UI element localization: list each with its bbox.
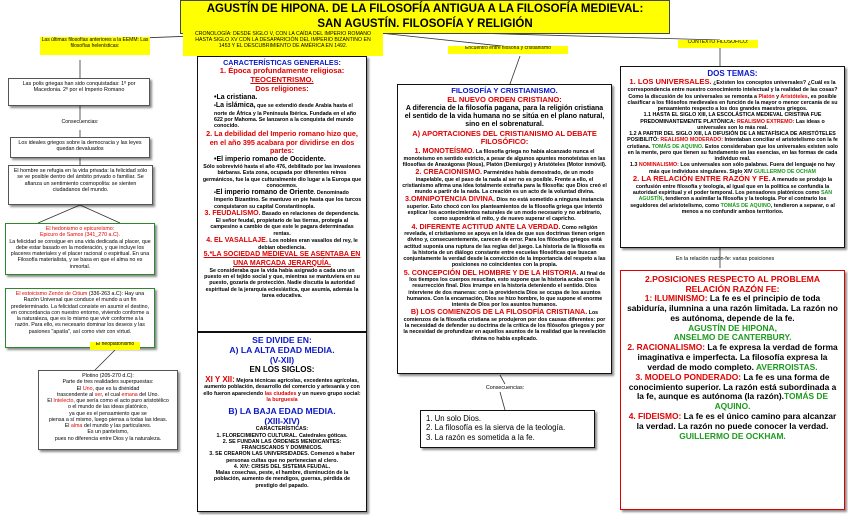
edad-baja: B) LA BAJA EDAD MEDIA. (228, 406, 336, 417)
cons-2: 2. La filosofía es la sierva de la teología. (426, 423, 566, 433)
right-u-head: 1. LOS UNIVERSALES. (629, 77, 712, 87)
chars-dos: Dos religiones: (255, 84, 309, 94)
chars-p2: 2. La debilidad del Imperio romano hizo que, en el año 395 acabara por dividirse en dos partes: (206, 129, 358, 156)
chars-p1: 1. Época profundamente religiosa: (219, 66, 345, 76)
edad-media-box (197, 332, 367, 512)
center-m5-desc: Al final de los tiempos los cuerpos resucitan, esto supone que la historia acaba con la resurrección final. Dios irrumpe en la historia deteniendo el sentido. Dios interviene de dos maneras: con la providencia Dios se ocupa de los asuntos humanos. Con la encarnación, Dios se hizo hombre, lo que supone el enorme interés de Dios por los asuntos humanos. (406, 270, 606, 309)
pos-iluminismo: 1: ILUMINISMO: (644, 293, 708, 304)
filosofia-cristianismo-box (397, 84, 612, 374)
pos-fideismo-desc: La fe es el único camino para alcanzar la verdad. La razón no puede conocer la verdad. (636, 411, 837, 431)
center-m5: 5. CONCEPCIÓN DEL HOMBRE Y DE LA HISTORIA. (403, 267, 579, 277)
plotino-line-2: Parte de tres realidades superpuestas: (62, 379, 154, 386)
right-y: y (774, 93, 781, 100)
edad-burguesia: la burguesía (266, 396, 298, 403)
plotino-alma: alma (70, 423, 83, 429)
relacion-label: En la relación razón-fe: varias posiciones (675, 256, 775, 262)
center-a-head: A) APORTACIONES DEL CRISTIANISMO AL DEBATE FILOSÓFICO: (412, 128, 597, 147)
center-b-desc: Los comienzos de la filosofía cristiana se produjeron por dos causas diferentes: por la necesidad de defender su doctrina de la crítica de los filósofos griegos y por la necesidad de profundizar en aquellos asuntos de la realidad que la revelación divina no había explicado. (403, 310, 606, 342)
pos-ockham: GUILLERMO DE OCKHAM. (679, 430, 786, 441)
plotino-line-10: Es un panteísmo, (87, 429, 129, 436)
right-u13-desc: Los universales son sólo palabras. Fuera del lenguaje no hay más que individuos singulares. Siglo XIV (649, 162, 835, 175)
chars-p1b: TEOCENTRISMO. (250, 75, 314, 85)
center-m3-desc: Dios no está sometido a ninguna instancia superior. Esto chocó con los planteamientos de la filosofía griega que intentó explicar los acontecimientos naturales de un modo necesario y no arbitrario, como supondría el mito, y de nuevo superar el capricho. (406, 197, 604, 223)
refugio-box: El hombre se refugia en la vida privada: la felicidad sólo se ve posible dentro del ámbito privado o familiar. Se afianza un sentimiento cosmopolita: se sienten ciudadanos del mundo. (8, 165, 153, 205)
right-u-q2: , es posible clasificar a los filósofos medievales en función de la mayor o menor cercanía de su pensamiento respecto a los dos grandes maestros griegos. (627, 93, 838, 113)
right-u12: 1.2 A PARTIR DEL SIGLO XIII, LA DIFUSIÓN DE LA METAFÍSICA DE ARISTÓTELES POSIBILITÓ: (627, 131, 836, 144)
right-nominalismo: NOMINALISMO: (638, 162, 679, 169)
center-heading-2: EL NUEVO ORDEN CRISTIANO: (447, 94, 562, 104)
right-ockham: GUILLERMO DE OCHAM (753, 168, 816, 175)
polis-box: Las polis griegas han sido conquistadas: 1º por Macedonia. 2º por el Imperio Romano (8, 78, 150, 106)
hedonismo-box (5, 223, 155, 275)
chronology-line-2: HASTA SIGLO XV CON LA DESAPARICIÓN DEL IMPERIO BIZANTINO EN (195, 37, 371, 44)
right-r-head: 2. LA RELACIÓN ENTRE RAZÓN Y FE. (632, 173, 771, 183)
title-line-2: SAN AGUSTÍN. FILOSOFÍA Y RELIGIÓN (317, 18, 533, 30)
caracteristicas-box (197, 56, 367, 332)
center-intro: A diferencia de la filosofía pagana, para la religión cristiana el sentido de la vida humana no se sitúa en el plano natural, sino en el sobrenatural. (404, 104, 605, 129)
right-u13: 1.3 (630, 162, 639, 169)
plotino-l4b: , el cual (101, 391, 122, 398)
chars-p4-desc: Los nobles eran vasallos del rey, le debían obediencia. (258, 237, 358, 252)
right-tomas: TOMÁS DE AQUINO (651, 143, 703, 150)
plotino-int-b: , que sería como el acto puro aristotélico (73, 398, 169, 404)
ideales-box: Los ideales griegos sobre la democracia y las leyes quedan devaluados (10, 137, 150, 158)
link-neoplatonismo: El neoplatonismo (90, 342, 140, 350)
page-title (180, 0, 670, 34)
right-u-q: ¿Existen los conceptos universales? ¿Cuál es la correspondencia entre nuestro conocimiento intelectual y la realidad de las cosas? Como la discusión de los universales se remonta a (627, 80, 838, 100)
chars-ori: El imperio romano de Oriente (215, 189, 314, 197)
right-aristoteles: Aristóteles (780, 93, 808, 100)
chars-heading: CARACTERÍSTICAS GENERALES: (223, 58, 341, 67)
plotino-line-7: ya que es el pensamiento que se (69, 410, 147, 417)
pos-heading: 2.POSICIONES RESPECTO AL PROBLEMA RELACIÓN RAZÓN FE: (644, 274, 821, 295)
chars-p5-desc: Se consideraba que la vida había asignado a cada uno un puesto en el tejido social y que, mientras se mantuviera en su puesto, gozaría de protección. Nadie discutía la autoridad espiritual de la jerarquía eclesiástica, que asumía, además la tarea educativa. (204, 267, 360, 299)
link-hellenistic: Las últimas filosofías anteriores a la EEMM: Las filosofías helenísticas: (40, 37, 150, 55)
center-m1-desc: La filosofía griega no había alcanzado nunca el monoteísmo en sentido estricto, a pesar de algunos apuntes monoteístas en las filosofías de Anaxágoras (Nous), Platón (Demiurgo) y Aristóteles (Motor inmóvil). (402, 149, 607, 168)
right-agustin: SAN AGUSTÍN (638, 190, 833, 203)
estoicismo-box (5, 288, 155, 348)
chars-cristiana: • La cristiana. (214, 94, 362, 102)
chars-p5: 5.*LA SOCIEDAD MEDIEVAL SE ASENTABA EN UNA MARCADA JERARQUÍA. (203, 251, 361, 267)
right-platon: Platón (758, 93, 775, 100)
center-b-head: B) LOS COMIENZOS DE LA FILOSOFÍA CRISTIANA. (410, 307, 588, 317)
edad-en-siglos: EN LOS SIGLOS: (249, 365, 315, 375)
hedonismo-body: La felicidad se consigue en una vida dedicada al placer, que debe estar basado en la moderación, y que incluye los placeres materiales y el placer racional o espiritual. En una Filosofía materialista, y se basa en que el alma no es inmortal. (9, 238, 151, 270)
plotino-l4a: trascendente al (57, 391, 95, 398)
plotino-uno-b: , que es la divinidad (92, 385, 140, 392)
edad-baja-siglos: (XIII-XIV) (264, 416, 300, 427)
chars-p3-desc: Basado en relaciones de dependencia. El señor feudal, propietario de las tierras, protegía al campesino a cambio de que este le pagara determinadas rentas. (210, 210, 360, 237)
right-tomas-2: TOMÁS DE AQUINO (720, 202, 771, 209)
plotino-box (38, 370, 178, 450)
chars-p4: 4. EL VASALLAJE. (206, 236, 268, 244)
chronology (183, 30, 383, 56)
chars-occ: • El imperio romano de Occidente. (214, 156, 362, 164)
edad-c1: 1. FLORECIMIENTO CULTURAL. Catedrales góticas. (216, 432, 348, 439)
center-m2: 2. CREACIONISMO. (415, 167, 483, 177)
dos-temas-box (620, 66, 845, 248)
edad-alta: A) LA ALTA EDAD MEDIA. (229, 345, 335, 356)
right-r-desc: A menudo se produjo la confusión entre filosofía y teología, al igual que en la política se confundía la autoridad espiritual y el poder temporal. Los pensadores platónicos como (632, 176, 833, 197)
chars-occ-desc: Sólo sobrevivió hasta el año 476, debilitado por las invasiones bárbaras. Esta zona, ocupada por diferentes reinos germánicos, fue la que culturalmente dio lugar a la Europa que conocemos. (202, 164, 362, 189)
right-u12-desc: Intentaban conciliar el aristotelismo con la fe cristiana. (626, 137, 838, 150)
right-u12-desc2: . Estos consideraban que los universales existen solo en la mente, pero que tienen su fundamento en las esencias, en las formas de cada individuo real. (627, 143, 839, 163)
pos-iluminismo-author-1: AGUSTÍN DE HIPONA, (688, 322, 777, 333)
pos-racionalismo-desc: La fe expresa la verdad de forma imaginativa e imperfecta. La filosofía expresa la verdad de modo completo. (637, 342, 838, 372)
right-r-desc3: , tendieron a separar, o al menos a no confundir ambos territorios. (681, 202, 835, 215)
edad-c4: 4. XIV: CRISIS DEL SISTEMA FEUDAL. (233, 463, 331, 470)
edad-c4-desc: Malas cosechas, peste, el hambre, disminución de la población, aumento de mendigos, guerras, pérdida de prestigio del papado. (213, 470, 351, 489)
pos-modelo-desc: La fe es una forma de conocimiento superior. La razón está subordinada a la fe, aunque es autónoma (la razón). (628, 371, 837, 402)
edad-c2: 2. SE FUNDAN LAS ÓRDENES MENDICANTES: FRANCISCANOS Y DOMINICOS. (222, 438, 342, 452)
plotino-line-1: Plotino (205-270 d.C): (82, 373, 134, 379)
hedonismo-author: Epicuro de Samos (341_270 a.C). (39, 232, 121, 239)
cons-3: 3. La razón es sometida a la fe. (426, 432, 535, 442)
estoicismo-body: (336-263 a.C): Hay una Razón Universal que conduce el mundo a un fin predeterminado. La felicidad consiste en asumir el destino, en concordancia con nuestro entorno, viviendo conforme a la naturaleza, que es lo mismo que vivir conforme a la razón. Para ello, es necesario dominar los deseos y las pasiones "apatía", así como vivir con virtud. (10, 291, 150, 335)
edad-alta-siglos: (V-XII) (269, 355, 295, 366)
posiciones-box (620, 270, 845, 510)
edad-xi-desc: Mejora técnicas agrícolas, excedentes agrícolas, aumento población, desarrollo del comercio y artesanía y con ello fueron apareciendo (203, 377, 360, 397)
cons-1: 1. Un solo Dios. (426, 414, 482, 423)
center-m2-desc: Parménides había demostrado, de un modo inapelable, que el paso de la nada al ser no es posible. Frente a ello, el cristianismo afirma una idea totalmente extraña para la filosofía: que Dios creó el mundo a partir de la nada. La creación es un acto de la voluntad divina. (402, 170, 607, 196)
pos-averroes: AVERROISTAS. (756, 361, 818, 372)
chars-islamica-desc: que se extendió desde Arabia hasta el norte de África y la Península Ibérica. Fundada en el año 622 por Mahoma. Se lanzaron a la conquista del mundo conocido. (214, 103, 357, 130)
estoicismo-title: El estoicismo Zenón de Citium (15, 291, 88, 297)
plotino-alma-b: del mundo y las particulares. (82, 423, 152, 429)
right-u11-desc: Las ideas o universales son lo más real. (697, 118, 825, 131)
link-contexto: CONTEXTO FILOSÓFICO: (678, 40, 758, 48)
right-heading: DOS TEMAS: (707, 69, 758, 78)
hedonismo-title: El hedonismo o epicureísmo: (45, 226, 115, 232)
pos-iluminismo-author-2: ANSELMO DE CANTERBURY. (673, 332, 792, 343)
pos-racionalismo: 2. RACIONALISMO: (627, 342, 706, 353)
plotino-emana: emana (121, 391, 138, 398)
plotino-line-11: pues no diferencia entre Dios y la naturaleza. (54, 435, 162, 442)
chronology-line-3: 1453 Y EL DESCUBRIMIENTO DE AMÉRICA EN 1492. (218, 43, 348, 50)
link-encuentro: Encuentro entre filosofía y cristianismo (448, 46, 568, 54)
plotino-int-a: El (47, 398, 54, 404)
consecuencias-box (420, 410, 595, 448)
title-line-1: AGUSTÍN DE HIPONA. DE LA FILOSOFÍA ANTIGUA A LA FILOSOFÍA MEDIEVAL: (206, 3, 644, 15)
plotino-uno-a: El (76, 385, 83, 392)
plotino-l4c: del Uno. (137, 391, 159, 398)
pos-fideismo: 4. FIDEISMO: (628, 411, 682, 422)
edad-carac: CARACTERÍSTICAS: (255, 426, 309, 433)
pos-iluminismo-desc: La fe es el principio de toda sabiduría, ilumnina a una razón limitada. La razón no es autónoma, depende de la fe. (627, 293, 838, 323)
consequences-left-label: Consecuencias: (61, 119, 99, 125)
edad-xi-desc2: y un nuevo grupo social: (296, 390, 361, 397)
chars-p3: 3. FEUDALISMO. (204, 209, 261, 217)
edad-ciudades: las ciudades (264, 390, 297, 397)
center-m4: 4. DIFERENTE ACTITUD ANTE LA VERDAD. (411, 221, 561, 231)
center-m3: 3.OMNIPOTENCIA DIVINA. (405, 194, 496, 204)
edad-heading: SE DIVIDE EN: (252, 335, 312, 345)
plotino-alma-a: El (64, 423, 71, 429)
edad-xi: XI Y XII: (205, 374, 235, 384)
pos-tomas: TOMÁS DE AQUINO. (714, 391, 829, 412)
plotino-intelecto: Intelecto (53, 398, 74, 404)
chars-ori-desc: . Denominado Imperio Bizantino. Se mantuvo en pie hasta que los turcos conquistaron su capital Constantinopla. (214, 190, 362, 210)
right-r-desc2: , tendieron a asimilar la filosofía y la teología. Por el contrario los seguidores del aristotelismo, como (630, 196, 827, 209)
plotino-line-8: piensa a sí mismo, luego piensa a todas las ideas. (48, 416, 168, 423)
plotino-uno: Uno (82, 385, 93, 392)
consequences-center-label: Consecuencias: (485, 385, 525, 391)
chronology-line-1: CRONOLOGÍA: DESDE SIGLO V, CON LA CAÍDA DEL IMPERIO ROMANO (194, 31, 372, 37)
center-m1: 1. MONOTEÍSMO. (414, 146, 475, 156)
right-realismo: REALISMO EXTREMO: (737, 118, 795, 125)
right-u11: 1.1 HASTA EL SIGLO XIII, LA ESCOLÁSTICA MEDIEVAL CRISTINA FUE PREDOMINANTEMENTE PLATÓNICA: (640, 112, 822, 125)
right-realismo-moderado: REALISMO MODERADO: (660, 137, 724, 144)
center-heading: FILOSOFÍA Y CRISTIANISMO. (451, 86, 558, 95)
edad-c3: 3. SE CREARON LAS UNIVERSIDADES. Comenzó a haber personas cultas que no pertenecían al clero. (209, 451, 355, 464)
pos-modelo: 3. MODELO PONDERADO: (635, 371, 742, 382)
chars-islamica: La islámica, (215, 102, 256, 110)
center-m4-desc: Como religión revelada, el cristianismo se apoya en la idea de que sus doctrinas tienen origen divino y, consecuentemente, carecen de error. Para los filósofos griegos está actitud suponía una ruptura de las reglas del juego. La historia de la filosofía es la historia de un diálogo constante entre escuelas filosóficas que buscan conjuntamente la verdad desde la convicción de la importancia del respeto a las posiciones no coincidentes con la propia. (403, 224, 606, 269)
plotino-line-6: o el mundo de las ideas platónico, (67, 404, 149, 411)
plotino-ser: ser (94, 391, 102, 398)
